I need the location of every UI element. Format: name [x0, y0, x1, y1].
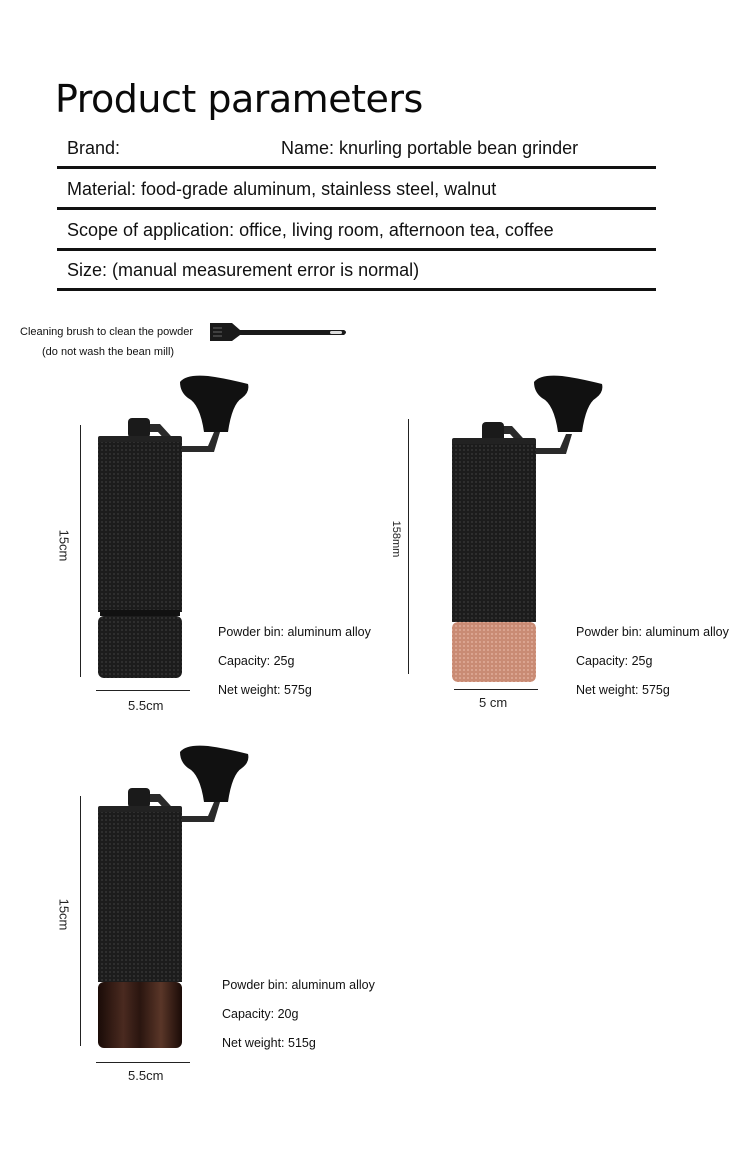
- spec-net-weight: Net weight: 515g: [222, 1036, 316, 1050]
- param-row-size: [57, 248, 656, 291]
- height-label: 15cm: [56, 898, 72, 931]
- spec-powder-bin: Powder bin: aluminum alloy: [576, 625, 729, 639]
- spec-capacity: Capacity: 25g: [576, 654, 653, 668]
- param-brand: Brand:: [67, 138, 121, 158]
- param-row-brand-name: [57, 126, 656, 169]
- height-label: 158mm: [390, 520, 402, 558]
- width-dimension-line: [454, 689, 538, 690]
- height-dimension-line: [80, 796, 81, 1046]
- cleaning-brush-image: [210, 320, 350, 344]
- param-row-scope: [57, 208, 656, 251]
- page-title: Product parameters: [55, 77, 423, 121]
- spec-powder-bin: Powder bin: aluminum alloy: [218, 625, 371, 639]
- width-label: 5.5cm: [128, 698, 164, 713]
- param-name: Name: knurling portable bean grinder: [281, 138, 579, 158]
- height-label: 15cm: [56, 529, 72, 562]
- width-label: 5 cm: [479, 695, 508, 710]
- height-dimension-line: [408, 419, 409, 674]
- height-dimension-line: [80, 425, 81, 677]
- width-dimension-line: [96, 690, 190, 691]
- spec-powder-bin: Powder bin: aluminum alloy: [222, 978, 375, 992]
- brush-caption-line2: (do not wash the bean mill): [42, 346, 175, 358]
- param-size: Size: (manual measurement error is normal): [67, 260, 420, 280]
- spec-capacity: Capacity: 25g: [218, 654, 295, 668]
- param-scope: Scope of application: office, living room, afternoon tea, coffee: [67, 220, 554, 240]
- width-dimension-line: [96, 1062, 190, 1063]
- spec-net-weight: Net weight: 575g: [218, 683, 312, 697]
- brush-caption-line1: Cleaning brush to clean the powder: [20, 326, 194, 338]
- spec-net-weight: Net weight: 575g: [576, 683, 670, 697]
- param-row-material: [57, 167, 656, 210]
- param-material: Material: food-grade aluminum, stainless steel, walnut: [67, 179, 497, 199]
- width-label: 5.5cm: [128, 1068, 164, 1083]
- spec-capacity: Capacity: 20g: [222, 1007, 299, 1021]
